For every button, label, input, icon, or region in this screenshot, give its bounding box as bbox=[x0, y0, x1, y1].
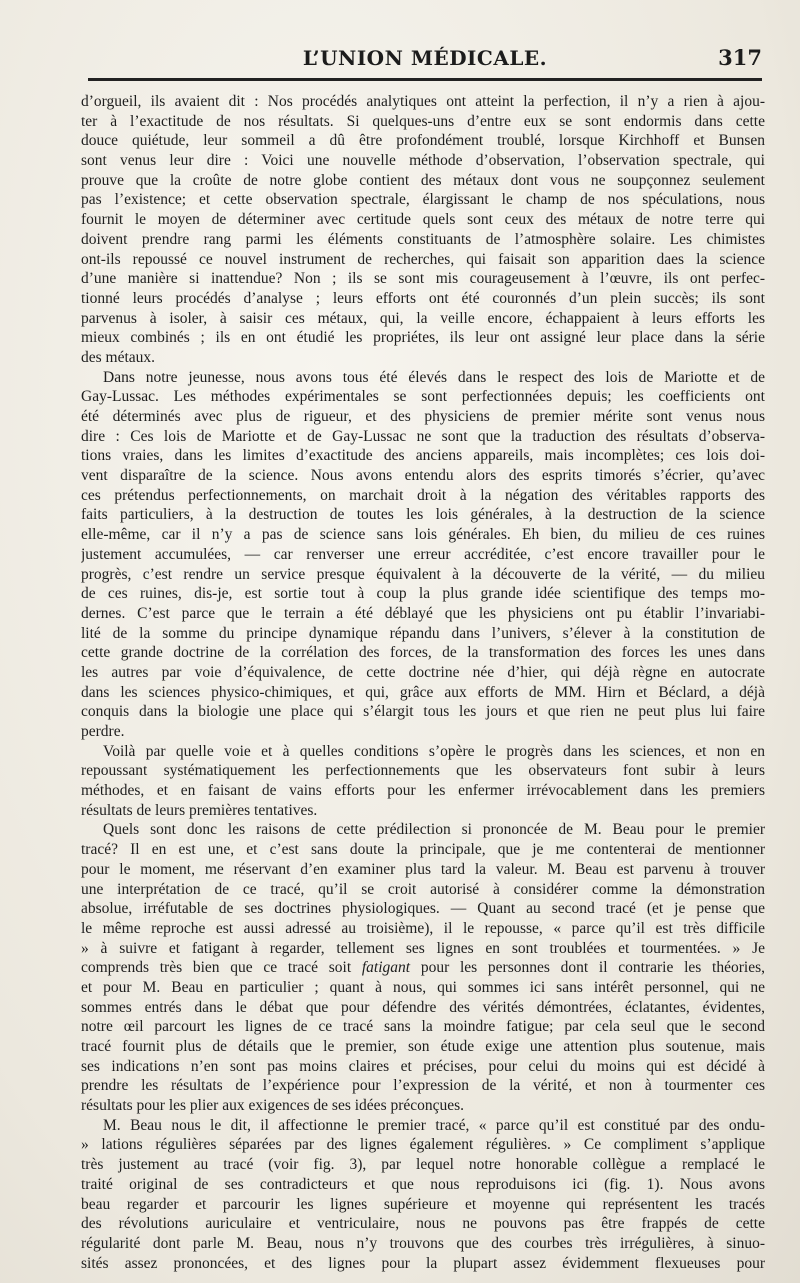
text-line: ces prétendus perfectionnements, on marchait droit à la négation des véritables rapports des bbox=[81, 486, 765, 504]
text-line: traité original de ses contradicteurs et que nous reproduisons ici (fig. 1). Nous avons bbox=[81, 1175, 765, 1193]
text-line: elle-même, car il n’y a pas de science sans lois générales. Eh bien, du milieu de ces ruines bbox=[81, 526, 765, 544]
text-line: ter à l’exactitude de nos résultats. Si quelques-uns d’entre eux se sont endormis dans cette bbox=[81, 112, 765, 130]
text-line: le même reproche est aussi adressé au troisième), il le repousse, « parce qu’il est très difficile bbox=[81, 919, 765, 937]
text-line: et pour M. Beau en particulier ; quant à nous, qui sommes ici sans intérêt personnel, qui ne bbox=[81, 978, 765, 996]
text-line: tions vraies, dans les limites d’exactitude des anciens appareils, mais incomplètes; ces lois doi- bbox=[81, 447, 765, 465]
text-line: sités assez prononcées, et des lignes pour la plupart assez évidemment flexueuses pour bbox=[81, 1254, 765, 1272]
text-line: été déterminés avec plus de rigueur, et des physiciens de premier mérite sont venus nous bbox=[81, 408, 765, 425]
text-line: des métaux. bbox=[81, 348, 156, 366]
text-line: ses indications n’en sont pas moins claires et précises, pour celui du moins qui est décidé à bbox=[81, 1057, 765, 1075]
text-line: » à suivre et fatigant à regarder, tellement ses lignes en sont troublées et tourmentées. » Je bbox=[81, 939, 765, 957]
running-title: L’UNION MÉDICALE. bbox=[302, 46, 548, 70]
text-line: ont-ils repoussé ce nouvel instrument de recherches, qui faisait son apparition daes la science bbox=[81, 250, 765, 268]
text-line: d’une manière si inattendue? Non ; ils se sont mis courageusement à l’œuvre, ils ont perfec- bbox=[81, 270, 765, 288]
text-line: douce quiétude, leur sommeil a dû être profondément troublé, lorsque Kirchhoff et Bunsen bbox=[81, 132, 765, 150]
text-line: beau regarder et parcourir les lignes supérieure et moyenne qui représentent les tracés bbox=[81, 1195, 765, 1213]
text-line: tracé? Il en est une, et c’est sans doute la principale, que je me contenterai de mentionner bbox=[81, 841, 765, 859]
text-line: faits particuliers, à la destruction de toutes les lois générales, à la destruction de la science bbox=[81, 506, 765, 524]
text-line: mieux combinés ; ils en ont étudié les propriétes, ils leur ont assigné leur place dans la série bbox=[81, 329, 765, 347]
text-line: Voilà par quelle voie et à quelles conditions s’opère le progrès dans les sciences, et non en bbox=[103, 742, 765, 760]
text-line: dans les sciences physico-chimiques, et qui, grâce aux efforts de MM. Hirn et Béclard, a déjà bbox=[81, 683, 765, 701]
text-line: sont venus leur dire : Voici une nouvelle méthode d’observation, l’observation spectrale, qui bbox=[81, 152, 765, 170]
text-line: parvenus à isoler, à saisir ces métaux, qui, la veille encore, échappaient à leurs efforts les bbox=[81, 309, 765, 327]
text-line: les autres par voie d’équivalence, de cette doctrine née d’hier, qui déjà règne en autocrate bbox=[81, 663, 765, 681]
text-line: Dans notre jeunesse, nous avons tous été élevés dans le respect des lois de Mariotte et de bbox=[103, 368, 765, 386]
header-rule bbox=[88, 78, 762, 81]
text-line: tionné leurs procédés d’analyse ; leurs efforts ont été couronnés d’un plein succès; ils sont bbox=[81, 289, 765, 307]
text-line: d’orgueil, ils avaient dit : Nos procédés analytiques ont atteint la perfection, il n’y a rien à ajou- bbox=[81, 93, 765, 110]
text-line: prouve que la croûte de notre globe contient des métaux dont vous ne soupçonnez seulement bbox=[81, 171, 765, 189]
text-line: repoussant systématiquement les perfectionnements que les observateurs font subir à leurs bbox=[81, 762, 765, 780]
text-line: Quels sont donc les raisons de cette prédilection si prononcée de M. Beau pour le premier bbox=[103, 821, 765, 839]
text-line: prendre les résultats de l’expérience pour l’expression de la vérité, et non à tourmenter ces bbox=[81, 1077, 765, 1095]
text-line: pas l’existence; et cette observation spectrale, élargissant le champ de nos spéculations, nous bbox=[81, 191, 765, 209]
text-line: vent disparaître de la science. Nous avons entendu alors des esprits timorés s’écrier, qu’avec bbox=[81, 467, 765, 485]
body-text bbox=[81, 92, 765, 1273]
text-line: pour le moment, me réservant d’en examiner plus tard la valeur. M. Beau est parvenu à trouver bbox=[81, 860, 765, 878]
text-line: M. Beau nous le dit, il affectionne le premier tracé, « parce qu’il est constitué par des ondu- bbox=[103, 1116, 765, 1134]
text-line: dire : Ces lois de Mariotte et de Gay-Lussac ne sont que la traduction des résultats d’observa- bbox=[81, 427, 765, 445]
text-line: résultats de leurs premières tentatives. bbox=[81, 801, 318, 819]
text-line: conquis dans la biologie une place qui s’élargit tous les jours et que rien ne peut plus lui faire bbox=[81, 703, 765, 721]
text-line: de ces ruines, dis-je, est sortie tout à coup la plus grande idée scientifique des temps mo- bbox=[81, 585, 765, 603]
text-line: très justement au tracé (voir fig. 3), par lequel notre honorable collègue a remplacé le bbox=[81, 1156, 765, 1174]
text-line: progrès, c’est rendre un service presque équivalent à la découverte de la vérité, — du milieu bbox=[81, 565, 765, 583]
text-line: doivent prendre rang parmi les éléments constituants de l’atmosphère solaire. Les chimistes bbox=[81, 230, 765, 248]
text-line: comprends très bien que ce tracé soit fatigant pour les personnes dont il contrarie les théories, bbox=[81, 959, 765, 977]
text-line: résultats pour les plier aux exigences de ses idées préconçues. bbox=[81, 1097, 465, 1115]
text-line: méthodes, et en faisant de vains efforts pour les enfermer irrévocablement dans les premiers bbox=[81, 782, 765, 800]
text-line: dernes. C’est parce que le terrain a été déblayé que les physiciens ont pu établir l’invariabi- bbox=[81, 604, 765, 622]
text-line: fournit le moyen de déterminer avec certitude quels sont ceux des métaux de notre terre qui bbox=[81, 211, 765, 229]
text-line: tracé fournit plus de détails que le premier, son étude exige une attention plus soutenue, mais bbox=[81, 1038, 765, 1055]
text-line: une interprétation de ce tracé, qu’il se croit autorisé à considérer comme la démonstration bbox=[81, 880, 765, 898]
text-line: des révolutions auriculaire et ventriculaire, nous ne pouvons pas être frappés de cette bbox=[81, 1215, 765, 1233]
text-line: » lations régulières séparées par des lignes également régulières. » Ce compliment s’applique bbox=[81, 1136, 765, 1154]
text-line: lité de la somme du principe dynamique répandu dans l’univers, s’élever à la constitution de bbox=[81, 624, 765, 642]
text-line: sommes entrés dans le débat que pour défendre des vérités démontrées, éclatantes, évidentes, bbox=[81, 998, 765, 1016]
text-line: notre œil parcourt les lignes de ce tracé sans la moindre fatigue; par cela seul que le second bbox=[81, 1018, 765, 1036]
text-line: régularité dont parle M. Beau, nous n’y trouvons que des courbes très irrégulières, à sinuo- bbox=[81, 1234, 765, 1252]
text-line: cette grande doctrine de la corrélation des forces, de la transformation des forces les unes dans bbox=[81, 644, 765, 662]
page-number: 317 bbox=[718, 45, 762, 70]
text-line: absolue, irréfutable de ses doctrines physiologiques. — Quant au second tracé (et je pense que bbox=[81, 900, 765, 918]
text-line: perdre. bbox=[81, 723, 125, 740]
page-header bbox=[88, 40, 762, 74]
text-line: Gay-Lussac. Les méthodes expérimentales se sont perfectionnées depuis; les coefficients ont bbox=[81, 388, 765, 406]
text-line: justement accumulées, — car renverser une erreur accréditée, c’est encore travailler pour le bbox=[81, 545, 765, 563]
